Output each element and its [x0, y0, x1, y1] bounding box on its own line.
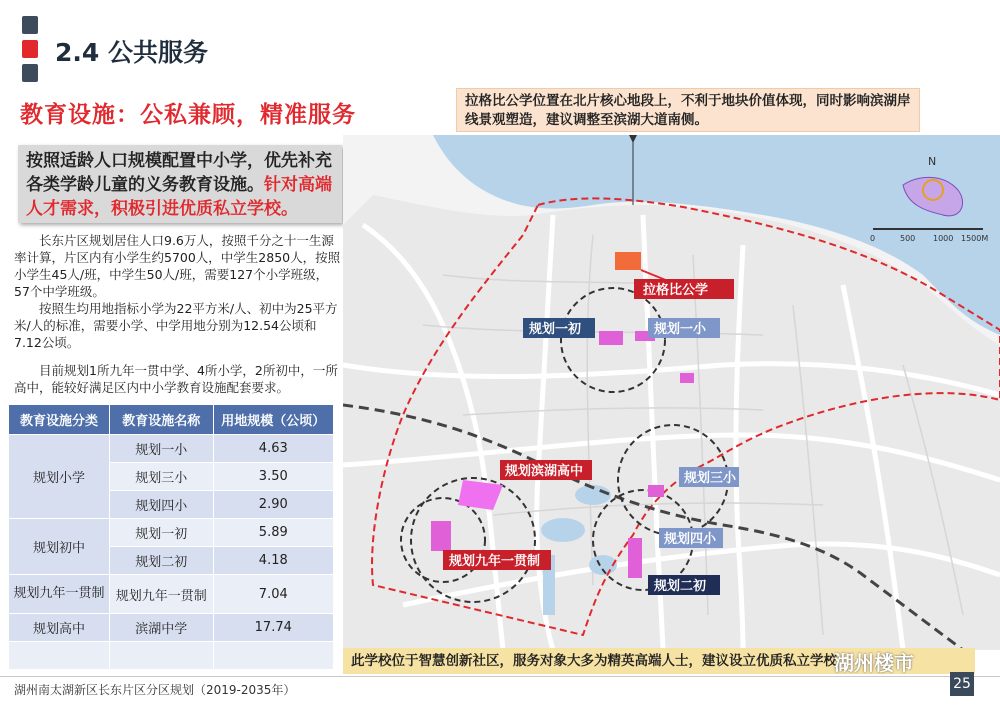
- page-number: 25: [950, 672, 974, 696]
- accent-bar-middle: [22, 40, 38, 58]
- table-cell-category: 规划初中: [9, 519, 110, 575]
- table-cell-name: 滨湖中学: [110, 614, 214, 642]
- paragraph-land-standard: 按照生均用地指标小学为22平方米/人、初中为25平方米/人的标准，需要小学、中学用地分别为12.54公顷和7.12公顷。: [14, 301, 338, 350]
- body-text-plan: [14, 362, 342, 396]
- paragraph-plan: 目前规划1所九年一贯中学、4所小学，2所初中，一所高中，能较好满足区内中小学教育设施配套要求。: [14, 363, 338, 395]
- footer-divider: [0, 676, 1000, 677]
- summary-box: [18, 145, 342, 223]
- label-erchu: 规划二初: [654, 579, 707, 594]
- label-yixiao: 规划一小: [654, 322, 707, 337]
- plot-erchu: [628, 538, 642, 578]
- table-cell-name: 规划三小: [110, 463, 214, 491]
- scale-tick: 500: [900, 234, 916, 243]
- table-cell-area: 2.90: [213, 491, 333, 519]
- footer-text: 湖州南太湖新区长东片区分区规划（2019-2035年）: [14, 683, 296, 697]
- table-cell-category: 规划高中: [9, 614, 110, 642]
- svg-text:N: N: [928, 155, 937, 168]
- note-bottom: 此学校位于智慧创新社区，服务对象大多为精英高端人士，建议设立优质私立学校: [343, 648, 975, 674]
- scale-tick: 0: [870, 234, 876, 243]
- plot-jiunian: [431, 521, 451, 551]
- accent-bar-top: [22, 16, 38, 34]
- plot-yichu: [599, 331, 623, 345]
- plot-sanxiao: [648, 485, 664, 497]
- table-cell-name: 规划一初: [110, 519, 214, 547]
- scale-tick: 1000: [933, 234, 954, 243]
- plot-lageby: [615, 252, 641, 270]
- table-cell-category: 规划九年一贯制: [9, 575, 110, 614]
- body-text: [14, 232, 342, 351]
- education-title: 教育设施：公私兼顾，精准服务: [20, 102, 356, 128]
- summary-red-text: 针对高端人才需求，积极引进优质私立学校。: [26, 175, 332, 219]
- table-row-empty: [9, 642, 334, 670]
- table-cell-area: 4.18: [213, 547, 333, 575]
- education-table: [8, 404, 334, 670]
- table-cell-area: 17.74: [213, 614, 333, 642]
- paragraph-population: 长东片区规划居住人口9.6万人，按照千分之十一生源率计算，片区内有小学生约5700人，中学生2850人，按照小学生45人/班，中学生50人/班，需要127个小学班级，57个中学班级。: [14, 233, 341, 299]
- map-svg: [343, 135, 1000, 650]
- note-top: 拉格比公学位置在北片核心地段上，不利于地块价值体现，同时影响滨湖岸线景观塑造，建议调整至滨湖大道南侧。: [456, 88, 920, 132]
- table-cell-area: 5.89: [213, 519, 333, 547]
- summary-plain-text: 按照适龄人口规模配置中小学，优先补充各类学龄儿童的义务教育设施。: [26, 151, 332, 195]
- section-title: 2.4 公共服务: [55, 38, 208, 67]
- accent-bar-bottom: [22, 64, 38, 82]
- table-cell-name: 规划四小: [110, 491, 214, 519]
- table-cell-name: 规划二初: [110, 547, 214, 575]
- table-header-name: 教育设施名称: [110, 405, 214, 435]
- table-cell-area: 4.63: [213, 435, 333, 463]
- label-sixiao: 规划四小: [664, 532, 717, 547]
- watermark: 湖州楼市: [834, 651, 914, 675]
- scale-tick: 1500M: [961, 234, 989, 243]
- label-jiunian: 规划九年一贯制: [449, 554, 541, 569]
- label-yichu: 规划一初: [529, 322, 582, 337]
- table-row: [9, 519, 334, 547]
- table-cell-category: 规划小学: [9, 435, 110, 519]
- label-binhu: 规划滨湖高中: [505, 464, 584, 479]
- table-row: [9, 575, 334, 614]
- label-sanxiao: 规划三小: [684, 471, 737, 486]
- table-cell-name: 规划一小: [110, 435, 214, 463]
- table-cell-area: 7.04: [213, 575, 333, 614]
- table-header-category: 教育设施分类: [9, 405, 110, 435]
- label-lageby: 拉格比公学: [643, 283, 709, 298]
- table-row: [9, 435, 334, 463]
- table-cell-name: 规划九年一贯制: [110, 575, 214, 614]
- table-row: [9, 614, 334, 642]
- table-header-area: 用地规模（公顷）: [213, 405, 333, 435]
- plot-sixiao-north: [680, 373, 694, 383]
- table-cell-area: 3.50: [213, 463, 333, 491]
- planning-map: [343, 135, 1000, 650]
